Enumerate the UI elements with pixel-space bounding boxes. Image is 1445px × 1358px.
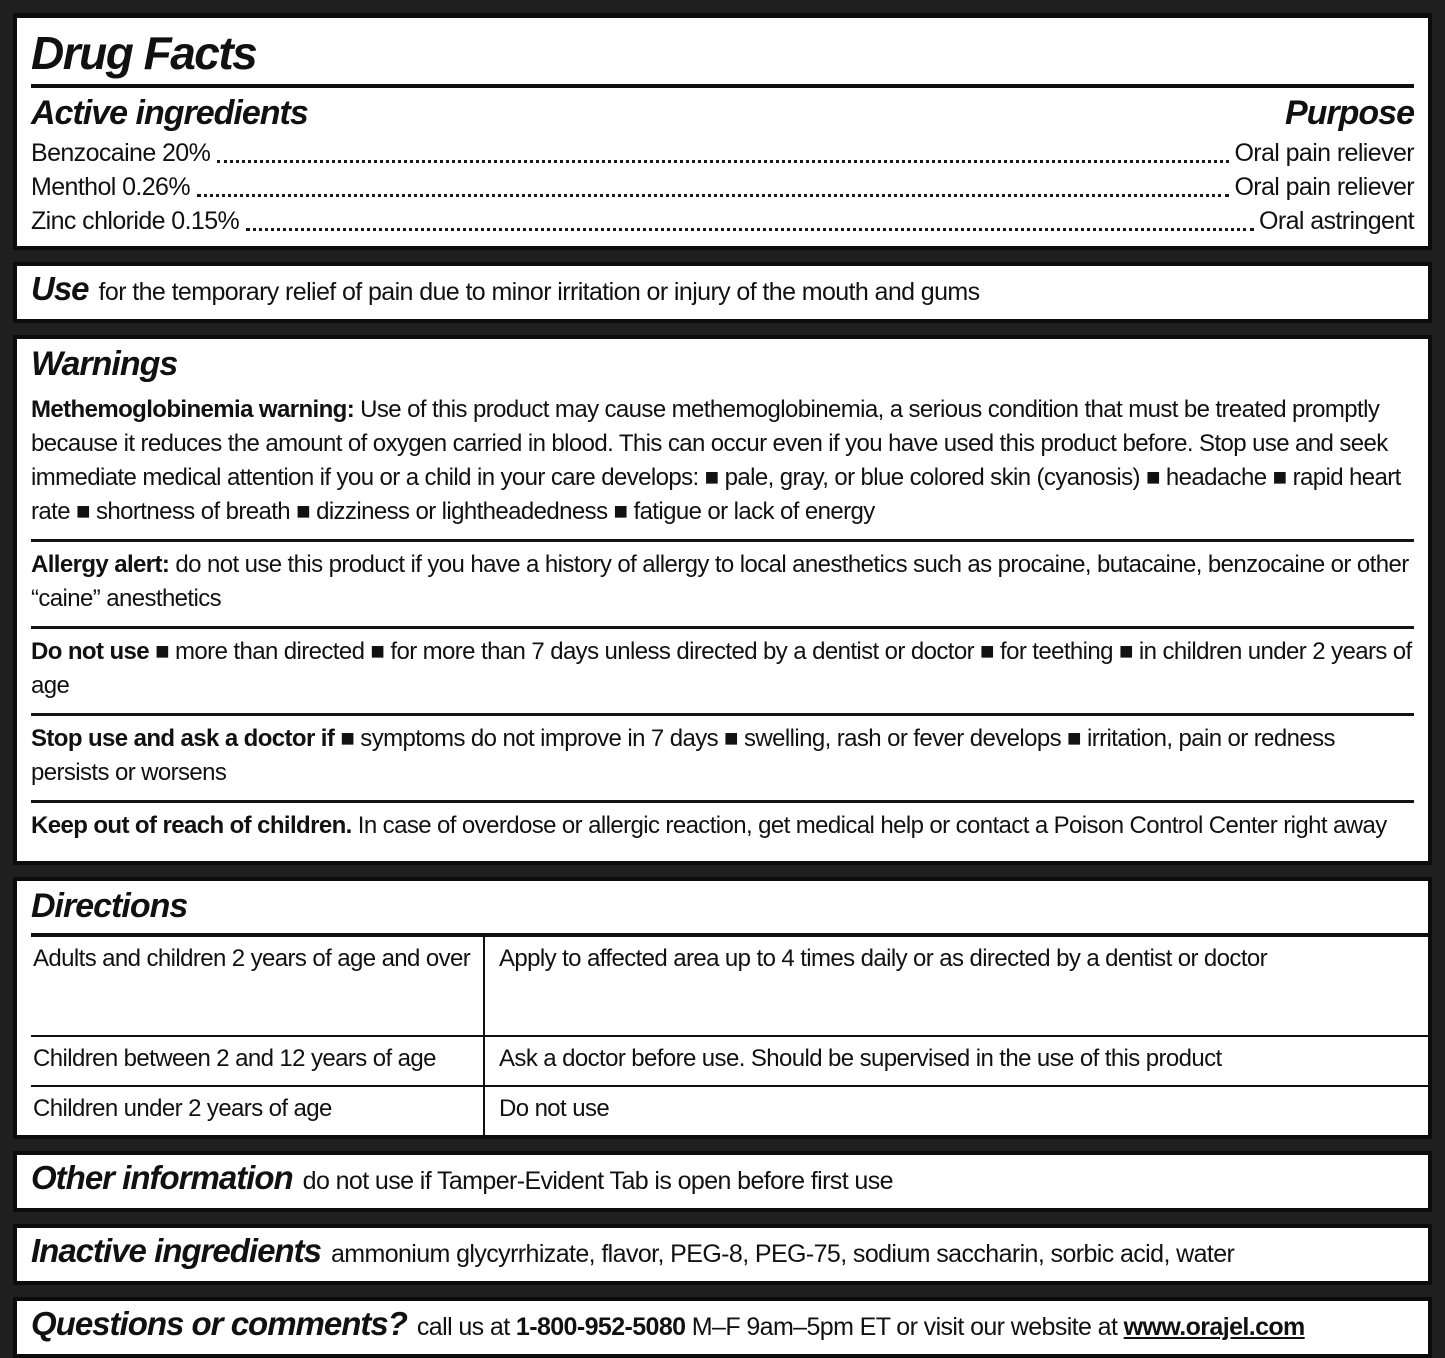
- active-ingredient-row: [31, 170, 1414, 204]
- panel-drug-facts: [13, 13, 1432, 250]
- warning-text: do not use this product if you have a history of allergy to local anesthetics such as procaine, butacaine, benzocaine or other “caine” anesthetics: [31, 551, 1409, 612]
- dotted-leader: [246, 228, 1254, 231]
- directions-instruction: Ask a doctor before use. Should be supervised in the use of this product: [499, 1045, 1222, 1072]
- questions-call-prefix: call us at: [416, 1313, 516, 1341]
- ingredient-purpose: Oral pain reliever: [1234, 173, 1414, 201]
- warning-lead: Do not use: [31, 638, 149, 665]
- warning-section-do-not-use: [31, 626, 1414, 713]
- inactive-ingredients-heading: Inactive ingredients: [31, 1232, 321, 1269]
- questions-middle-text: M–F 9am–5pm ET or visit our website at: [685, 1313, 1124, 1341]
- directions-age-group: Adults and children 2 years of age and over: [31, 937, 485, 1035]
- directions-age-group: Children under 2 years of age: [31, 1087, 485, 1135]
- warning-lead: Stop use and ask a doctor if: [31, 725, 335, 752]
- other-information-text: do not use if Tamper-Evident Tab is open before first use: [302, 1167, 893, 1195]
- ingredient-name: Benzocaine 20%: [31, 139, 211, 167]
- warning-text: Use of this product may cause methemoglobinemia, a serious condition that must be treated promptly because it reduces the amount of oxygen carried in blood. This can occur even if you have used this product before. Stop use and seek immediate medical attention if you or a child in your care develops: ■ pale, gray, or blue colored skin (cyanosis) ■ headache ■ rapid heart rate ■ shortness of breath ■ dizziness or lightheadedness ■ fatigue or lack of energy: [31, 396, 1401, 525]
- panel-use: [13, 262, 1432, 323]
- warning-section-stop-use: [31, 713, 1414, 800]
- directions-heading: Directions: [31, 887, 188, 925]
- panel-inactive-ingredients: [13, 1224, 1432, 1285]
- other-information-heading: Other information: [31, 1159, 293, 1196]
- warning-text: ■ symptoms do not improve in 7 days ■ swelling, rash or fever develops ■ irritation, pain or redness persists or worsens: [31, 725, 1335, 786]
- active-ingredients-heading: Active ingredients: [31, 94, 308, 132]
- use-heading: Use: [31, 270, 89, 307]
- warning-text: ■ more than directed ■ for more than 7 days unless directed by a dentist or doctor ■ for teething ■ in children under 2 years of age: [31, 638, 1412, 699]
- ingredient-name: Zinc chloride 0.15%: [31, 207, 240, 235]
- panel-questions: [13, 1297, 1432, 1358]
- ingredient-purpose: Oral astringent: [1259, 207, 1414, 235]
- use-text: for the temporary relief of pain due to minor irritation or injury of the mouth and gums: [98, 278, 980, 306]
- warning-lead: Allergy alert:: [31, 551, 170, 578]
- dotted-leader: [197, 194, 1229, 197]
- directions-instruction: Apply to affected area up to 4 times daily or as directed by a dentist or doctor: [499, 945, 1268, 972]
- panel-directions: [13, 877, 1432, 1139]
- purpose-heading: Purpose: [1284, 94, 1414, 132]
- warnings-heading: Warnings: [31, 345, 178, 383]
- warning-lead: Methemoglobinemia warning:: [31, 396, 355, 423]
- warning-section-methemoglobinemia: [31, 387, 1414, 539]
- warning-section-allergy-alert: [31, 539, 1414, 626]
- dotted-leader: [217, 160, 1229, 163]
- table-row: [31, 1035, 1428, 1085]
- warning-text: In case of overdose or allergic reaction, get medical help or contact a Poison Control Center right away: [351, 812, 1387, 839]
- table-row: [31, 1085, 1428, 1135]
- active-ingredients-header: [31, 90, 1414, 136]
- directions-table: [31, 933, 1428, 1135]
- warning-section-keep-out-of-reach: [31, 800, 1414, 853]
- questions-heading: Questions or comments?: [31, 1305, 407, 1342]
- panel-warnings: [13, 335, 1432, 865]
- active-ingredient-row: [31, 204, 1414, 238]
- title-rule: [31, 84, 1414, 88]
- website-url: www.orajel.com: [1123, 1313, 1305, 1341]
- panel-other-information: [13, 1151, 1432, 1212]
- warning-lead: Keep out of reach of children.: [31, 812, 352, 839]
- directions-age-group: Children between 2 and 12 years of age: [31, 1037, 485, 1085]
- inactive-ingredients-text: ammonium glycyrrhizate, flavor, PEG-8, PEG-75, sodium saccharin, sorbic acid, water: [330, 1240, 1235, 1268]
- phone-number: 1-800-952-5080: [515, 1313, 686, 1341]
- ingredient-purpose: Oral pain reliever: [1234, 139, 1414, 167]
- directions-instruction: Do not use: [499, 1095, 610, 1122]
- drug-facts-title: Drug Facts: [31, 27, 257, 79]
- active-ingredient-row: [31, 136, 1414, 170]
- table-row: [31, 937, 1428, 1035]
- ingredient-name: Menthol 0.26%: [31, 173, 190, 201]
